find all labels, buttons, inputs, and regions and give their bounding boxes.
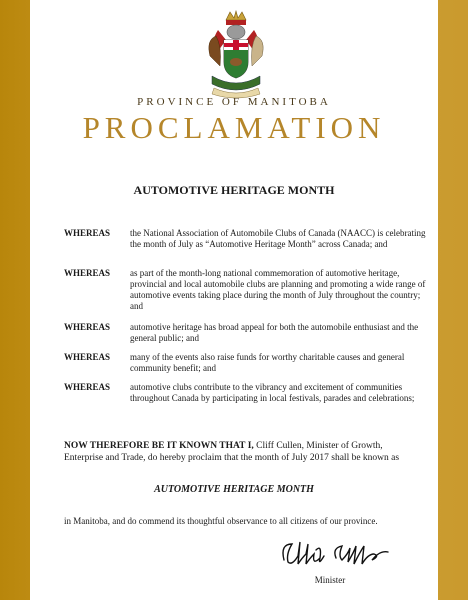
therefore-text: Cliff Cullen, Minister of Growth, Enterprise and Trade, do hereby proclaim that the month of July 2017 shall be known as bbox=[64, 441, 400, 463]
signer-title: Minister bbox=[314, 575, 346, 585]
proclamation-statement bbox=[64, 440, 416, 464]
closing-text: in Manitoba, and do commend its thoughtful observance to all citizens of our province. bbox=[64, 516, 378, 526]
whereas-text: automotive heritage has broad appeal for both the automobile enthusiast and the general public; and bbox=[130, 322, 419, 343]
whereas-label: WHEREAS bbox=[64, 382, 111, 392]
whereas-text: many of the events also raise funds for worthy charitable causes and general community benefit; and bbox=[130, 352, 405, 373]
signature-image bbox=[276, 536, 396, 572]
therefore-lead: NOW THEREFORE BE IT KNOWN THAT I, bbox=[64, 441, 254, 451]
whereas-label: WHEREAS bbox=[64, 228, 111, 238]
document-heading: AUTOMOTIVE HERITAGE MONTH bbox=[133, 183, 335, 197]
whereas-text: the National Association of Automobile Clubs of Canada (NAACC) is celebrating the month of July as “Automotive Heritage Month” across Canada; and bbox=[130, 228, 426, 249]
month-title: AUTOMOTIVE HERITAGE MONTH bbox=[154, 484, 314, 495]
whereas-label: WHEREAS bbox=[64, 322, 111, 332]
whereas-label: WHEREAS bbox=[64, 268, 111, 278]
whereas-text: as part of the month-long national commemoration of automotive heritage, provincial and local automobile clubs are planning and promoting a wide range of automotive events taking place during the month of July throughout the country; and bbox=[130, 268, 426, 311]
coat-of-arms-emblem bbox=[200, 10, 272, 100]
whereas-label: WHEREAS bbox=[64, 352, 111, 362]
province-title: PROVINCE OF MANITOBA bbox=[137, 96, 331, 108]
proclamation-title: PROCLAMATION bbox=[82, 110, 386, 145]
whereas-text: automotive clubs contribute to the vibrancy and excitement of communities throughout Canada by participating in local festivals, parades and celebrations; bbox=[130, 382, 415, 403]
